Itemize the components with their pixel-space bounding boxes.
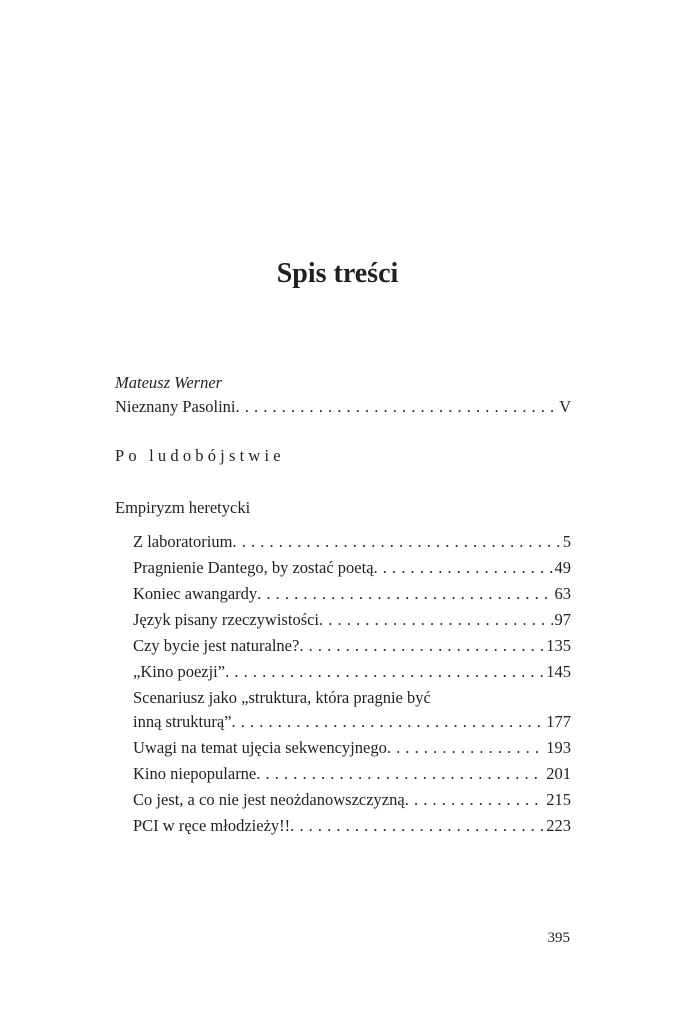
toc-entry-title: Uwagi na temat ujęcia sekwencyjnego bbox=[133, 738, 387, 757]
toc-entry-title: Z laboratorium bbox=[133, 532, 233, 551]
toc-entry bbox=[133, 788, 571, 812]
toc-entry bbox=[133, 608, 571, 632]
toc-entry-page: 49 bbox=[554, 558, 571, 577]
toc-entry bbox=[133, 530, 571, 554]
toc-entry-title-line1: Scenariusz jako „struktura, która pragnie być bbox=[133, 688, 431, 707]
dot-leader bbox=[256, 762, 544, 786]
toc-entry-line2 bbox=[133, 710, 571, 734]
dot-leader bbox=[299, 634, 544, 658]
page-title: Spis treści bbox=[276, 258, 399, 289]
toc-entry-title: Kino niepopularne bbox=[133, 764, 257, 783]
toc-entry-page: 193 bbox=[546, 738, 571, 757]
dot-leader bbox=[257, 582, 552, 606]
toc-entry bbox=[133, 634, 571, 658]
part-title: Po ludobójstwie bbox=[115, 446, 285, 465]
dot-leader bbox=[232, 710, 545, 734]
dot-leader bbox=[232, 530, 560, 554]
toc-entry-page: 5 bbox=[562, 532, 571, 551]
toc-entry bbox=[133, 736, 571, 760]
dot-leader bbox=[225, 660, 544, 684]
toc-entry-page: 215 bbox=[546, 790, 571, 809]
toc-entry-title: „Kino poezji” bbox=[133, 662, 226, 681]
toc-entry-title-line2: inną strukturą” bbox=[133, 712, 232, 731]
toc-entry-page: 135 bbox=[546, 636, 571, 655]
intro-title: Nieznany Pasolini bbox=[115, 397, 236, 416]
toc-entry-title: Pragnienie Dantego, by zostać poetą bbox=[133, 558, 374, 577]
toc-entry-page: 63 bbox=[554, 584, 571, 603]
toc-entry bbox=[133, 582, 571, 606]
toc-entry bbox=[133, 762, 571, 786]
dot-leader bbox=[290, 814, 544, 838]
dot-leader bbox=[236, 395, 558, 419]
page-number: 395 bbox=[547, 930, 570, 946]
toc-entry-title: Co jest, a co nie jest neożdanowszczyzną bbox=[133, 790, 405, 809]
toc-entry bbox=[133, 686, 571, 734]
toc-list bbox=[133, 530, 571, 840]
dot-leader bbox=[405, 788, 545, 812]
toc-entry-page: 177 bbox=[546, 712, 571, 731]
toc-entry-title: Koniec awangardy bbox=[133, 584, 258, 603]
toc-entry-page: 145 bbox=[546, 662, 571, 681]
toc-entry-title: PCI w ręce młodzieży!! bbox=[133, 816, 291, 835]
toc-entry-page: 97 bbox=[554, 610, 571, 629]
intro-toc-line bbox=[115, 395, 571, 419]
intro-page-number: V bbox=[559, 397, 571, 416]
toc-entry-page: 223 bbox=[546, 816, 571, 835]
toc-entry bbox=[133, 814, 571, 838]
toc-entry-title: Czy bycie jest naturalne? bbox=[133, 636, 300, 655]
section-title: Empiryzm heretycki bbox=[115, 498, 251, 517]
dot-leader bbox=[374, 556, 553, 580]
dot-leader bbox=[387, 736, 544, 760]
dot-leader bbox=[319, 608, 552, 632]
toc-entry bbox=[133, 660, 571, 684]
intro-entry bbox=[115, 371, 571, 419]
toc-entry-title: Język pisany rzeczywistości bbox=[133, 610, 320, 629]
intro-author: Mateusz Werner bbox=[115, 373, 223, 392]
toc-entry bbox=[133, 556, 571, 580]
toc-entry-page: 201 bbox=[546, 764, 571, 783]
